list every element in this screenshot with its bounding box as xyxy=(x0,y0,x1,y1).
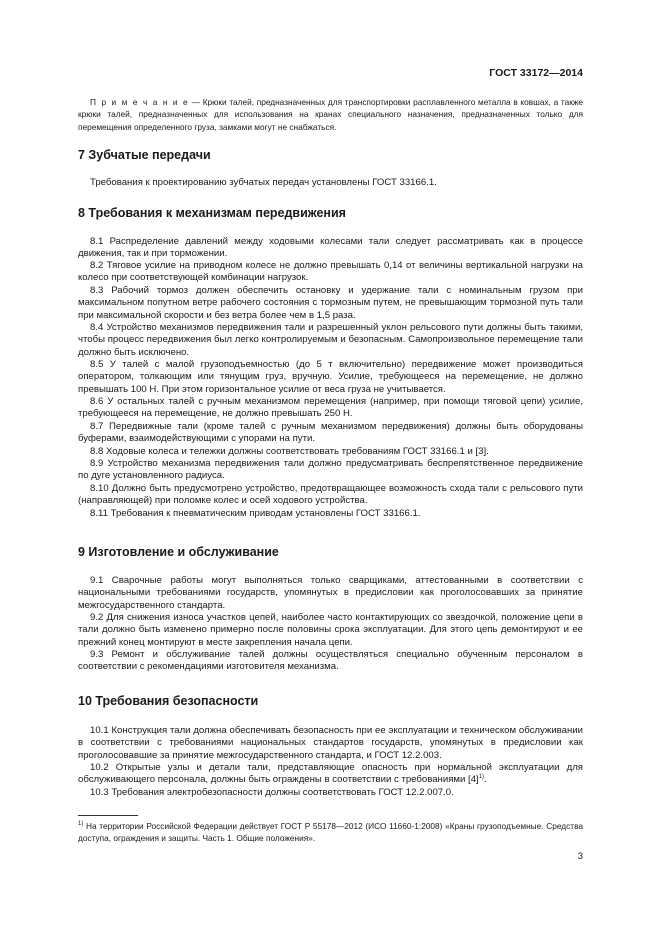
paragraph-8-5: 8.5 У талей с малой грузоподъемностью (до 5 т включительно) передвижение может производиться оператором, толкающим или тянущим груз, вручную. Усилие, требующееся на перемещение, не должно превышать 100 Н. При этом горизонтальное усилие от веса груза не учитывается. xyxy=(78,359,583,395)
note-label: П р и м е ч а н и е xyxy=(90,97,190,107)
footnote-text: На территории Российской Федерации действует ГОСТ Р 55178—2012 (ИСО 11660-1:2008) «Краны грузоподъемные. Средства доступа, ограждения и защиты. Часть 1. Общие положения». xyxy=(78,821,583,843)
footnote xyxy=(78,820,583,844)
paragraph-8-1-text: 8.1 Распределение давлений между ходовыми колесами тали следует рассматривать как в процессе движения, так и при торможении. xyxy=(78,236,583,260)
note-text: — Крюки талей, предназначенных для транспортировки расплавленного металла в ковшах, а также крюки талей, предназначенных для использования на кранах специального назначения, предназначенных только для перемещения определенного груза, замками могут не снабжаться. xyxy=(78,97,583,132)
section-7-title: 7 Зубчатые передачи xyxy=(78,148,211,162)
paragraph-10-3: 10.3 Требования электробезопасности должны соответствовать ГОСТ 12.2.007.0. xyxy=(90,787,454,798)
section-7-paragraph: Требования к проектированию зубчатых передач установлены ГОСТ 33166.1. xyxy=(90,177,437,188)
paragraph-8-6: 8.6 У остальных талей с ручным механизмом перемещения (например, при помощи тяговой цепи) усилие, требующееся на перемещение, не должно превышать 250 Н. xyxy=(78,396,583,420)
paragraph-9-1: 9.1 Сварочные работы могут выполняться только сварщиками, аттестованными в соответствии с национальными требованиями государств, упомянутых в предисловии как проголосовавших за принятие межгосударственного стандарта. xyxy=(78,575,583,611)
paragraph-10-2-end: . xyxy=(484,774,487,786)
footnote-separator xyxy=(78,815,138,816)
paragraph-8-3: 8.3 Рабочий тормоз должен обеспечить остановку и удержание тали с номинальным грузом при максимальном попутном ветре рабочего состояния с тормозным путем, не превышающим тормозной путь тали при максимальной скорости и без ветра более чем в 1,5 раза. xyxy=(78,285,583,321)
paragraph-8-8: 8.8 Ходовые колеса и тележки должны соответствовать требованиям ГОСТ 33166.1 и [3]. xyxy=(90,446,489,457)
paragraph-8-4: 8.4 Устройство механизмов передвижения тали и разрешенный уклон рельсового пути должны быть такими, чтобы процесс передвижения был легко контролируемым и безопасным. Самопроизвольное перемещение тали должно быть исключено. xyxy=(78,322,583,358)
paragraph-8-10: 8.10 Должно быть предусмотрено устройство, предотвращающее возможность схода тали с рельсового пути (направляющей) при поломке колес и осей ходового устройства. xyxy=(78,483,583,507)
paragraph-10-1: 10.1 Конструкция тали должна обеспечивать безопасность при ее эксплуатации и техническом обслуживании в соответствии с требованиями национальных стандартов государств, упомянутых в предисловии как проголосовавшие за принятие межгосударственного стандарта, и ГОСТ 12.2.003. xyxy=(78,725,583,761)
paragraph-8-7: 8.7 Передвижные тали (кроме талей с ручным механизмом передвижения) должны быть оборудованы буферами, взаимодействующими с упорами на пути. xyxy=(78,421,583,445)
paragraph-10-2-text: 10.2 Открытые узлы и детали тали, представляющие опасность при нормальной эксплуатации для обслуживающего персонала, должны быть ограждены в соответствии с требованиями [4] xyxy=(78,762,583,786)
paragraph-9-2: 9.2 Для снижения износа участков цепей, наиболее часто контактирующих со звездочкой, положение цепи в тали должно быть изменено примерно после половины срока эксплуатации. Для этого цепь демонтируют и ее прежний конец монтируют в месте закрепления начала цепи. xyxy=(78,612,583,648)
document-id-header: ГОСТ 33172—2014 xyxy=(489,67,583,79)
paragraph-8-1 xyxy=(78,236,583,261)
paragraph-9-3: 9.3 Ремонт и обслуживание талей должны осуществляться специально обученным персоналом в соответствии с рекомендациями изготовителя механизма. xyxy=(78,649,583,673)
paragraph-8-11: 8.11 Требования к пневматическим приводам установлены ГОСТ 33166.1. xyxy=(90,508,421,519)
paragraph-8-2: 8.2 Тяговое усилие на приводном колесе не должно превышать 0,14 от величины вертикальной нагрузки на колесо при соответствующей комбинации нагрузок. xyxy=(78,260,583,284)
page-number: 3 xyxy=(577,851,583,862)
paragraph-10-2 xyxy=(78,762,583,787)
section-9-title: 9 Изготовление и обслуживание xyxy=(78,545,279,559)
note-paragraph xyxy=(78,96,583,133)
footnote-mark: 1) xyxy=(78,821,84,828)
section-10-title: 10 Требования безопасности xyxy=(78,694,259,708)
paragraph-8-9: 8.9 Устройство механизма передвижения тали должно предусматривать беспрепятственное передвижение по дуге установленного радиуса. xyxy=(78,458,583,482)
footnote-reference: 1) xyxy=(478,774,485,781)
section-8-title: 8 Требования к механизмам передвижения xyxy=(78,206,346,220)
